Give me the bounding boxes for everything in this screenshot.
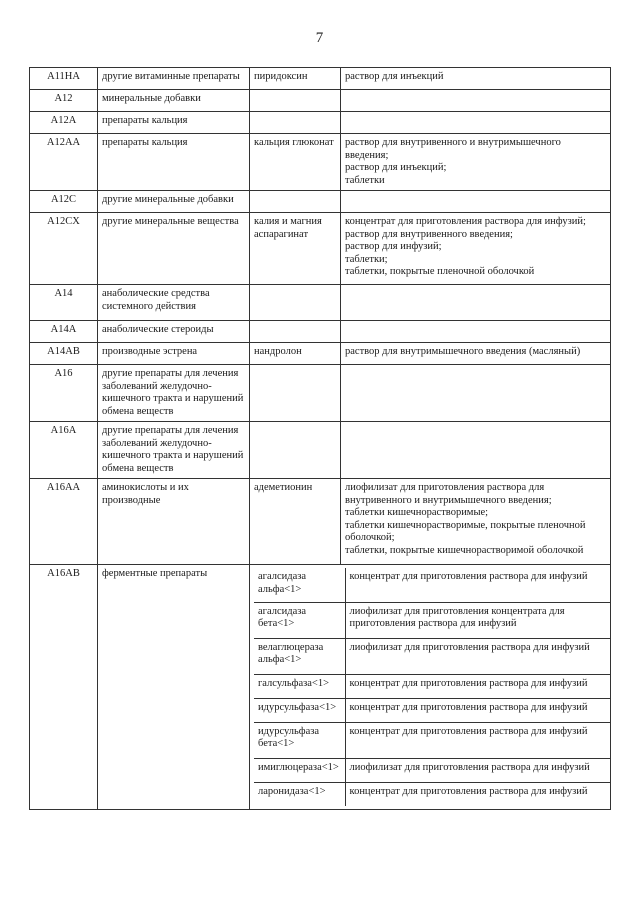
- atc-group-name: производные эстрена: [98, 343, 250, 365]
- dosage-forms: [341, 422, 611, 479]
- table-row: [30, 343, 611, 365]
- drug-name: велаглюцераза альфа<1>: [254, 638, 345, 674]
- atc-group-name: ферментные препараты: [98, 565, 250, 810]
- table-row: [30, 321, 611, 343]
- dosage-forms: [341, 68, 611, 90]
- atc-group-name: аминокислоты и их производные: [98, 479, 250, 565]
- dosage-form-line: таблетки;: [345, 253, 388, 265]
- drug-name: адеметионин: [250, 479, 341, 565]
- table-row: [30, 68, 611, 90]
- dosage-forms: [341, 343, 611, 365]
- atc-group-name: анаболические средства системного действия: [98, 285, 250, 321]
- table-row: [30, 213, 611, 285]
- dosage-form: лиофилизат для приготовления раствора для инфузий: [345, 758, 611, 782]
- drug-name: идурсульфаза бета<1>: [254, 722, 345, 758]
- drug-name: имиглюцераза<1>: [254, 758, 345, 782]
- enzyme-subtable-body: [254, 568, 611, 806]
- drug-name: [250, 191, 341, 213]
- dosage-form-line: таблетки кишечнорастворимые, покрытые пленочной оболочкой;: [345, 519, 586, 543]
- atc-group-name: другие препараты для лечения заболеваний желудочно-кишечного тракта и нарушений обмена веществ: [98, 422, 250, 479]
- drug-name: кальция глюконат: [250, 134, 341, 191]
- dosage-forms: [341, 321, 611, 343]
- atc-group-name: препараты кальция: [98, 134, 250, 191]
- drug-name: [250, 112, 341, 134]
- dosage-form-line: таблетки, покрытые пленочной оболочкой: [345, 266, 535, 277]
- drug-name: агалсидаза альфа<1>: [254, 568, 345, 602]
- dosage-forms: [341, 479, 611, 565]
- enzyme-subtable-cell: [250, 565, 611, 810]
- table-row: [30, 112, 611, 134]
- table-row-a16ab: [30, 565, 611, 810]
- enzyme-row: [254, 782, 611, 806]
- enzyme-row: [254, 638, 611, 674]
- dosage-forms: [341, 213, 611, 285]
- table-row: [30, 285, 611, 321]
- drug-name: галсульфаза<1>: [254, 674, 345, 698]
- atc-code: A12C: [30, 191, 98, 213]
- dosage-form-line: таблетки: [345, 174, 385, 186]
- drug-name: идурсульфаза<1>: [254, 698, 345, 722]
- dosage-form: концентрат для приготовления раствора для инфузий: [345, 698, 611, 722]
- enzyme-row: [254, 568, 611, 602]
- enzyme-row: [254, 602, 611, 638]
- drug-name: [250, 365, 341, 422]
- enzyme-row: [254, 674, 611, 698]
- dosage-forms: [341, 191, 611, 213]
- atc-group-name: другие препараты для лечения заболеваний желудочно-кишечного тракта и нарушений обмена веществ: [98, 365, 250, 422]
- table-body: [30, 68, 611, 810]
- atc-code: A12AA: [30, 134, 98, 191]
- dosage-forms: [341, 112, 611, 134]
- enzyme-row: [254, 758, 611, 782]
- dosage-form-line: раствор для внутривенного и внутримышечного введения;: [345, 137, 561, 161]
- drug-name: агалсидаза бета<1>: [254, 602, 345, 638]
- atc-drug-table: [29, 67, 611, 810]
- atc-code: A12A: [30, 112, 98, 134]
- dosage-form: концентрат для приготовления раствора для инфузий: [345, 782, 611, 806]
- page-number: 7: [315, 30, 324, 46]
- drug-name: [250, 422, 341, 479]
- dosage-form: лиофилизат для приготовления концентрата для приготовления раствора для инфузий: [345, 602, 611, 638]
- atc-code: A12CX: [30, 213, 98, 285]
- dosage-form-line: лиофилизат для приготовления раствора для внутривенного и внутримышечного введения;: [345, 482, 552, 506]
- drug-name: [250, 321, 341, 343]
- atc-group-name: минеральные добавки: [98, 90, 250, 112]
- dosage-forms: [341, 134, 611, 191]
- table-row: [30, 134, 611, 191]
- atc-code: A14: [30, 285, 98, 321]
- table-row: [30, 365, 611, 422]
- drug-name: ларонидаза<1>: [254, 782, 345, 806]
- atc-group-name: другие витаминные препараты: [98, 68, 250, 90]
- dosage-forms: [341, 365, 611, 422]
- atc-group-name: другие минеральные добавки: [98, 191, 250, 213]
- dosage-form-line: концентрат для приготовления раствора для инфузий;: [345, 216, 586, 227]
- drug-name: пиридоксин: [250, 68, 341, 90]
- enzyme-subtable: [254, 568, 611, 806]
- enzyme-row: [254, 698, 611, 722]
- dosage-form-line: раствор для инъекций;: [345, 162, 447, 173]
- dosage-form-line: таблетки кишечнорастворимые;: [345, 507, 489, 518]
- enzyme-row: [254, 722, 611, 758]
- atc-code: A16: [30, 365, 98, 422]
- dosage-form: концентрат для приготовления раствора для инфузий: [345, 722, 611, 758]
- atc-group-name: препараты кальция: [98, 112, 250, 134]
- drug-name: [250, 285, 341, 321]
- dosage-form-line: раствор для внутримышечного введения (масляный): [345, 346, 581, 357]
- dosage-forms: [341, 90, 611, 112]
- dosage-form-line: таблетки, покрытые кишечнорастворимой оболочкой: [345, 544, 584, 556]
- atc-code: A16A: [30, 422, 98, 479]
- dosage-form-line: раствор для инъекций: [345, 71, 444, 82]
- atc-code: A16AA: [30, 479, 98, 565]
- dosage-forms: [341, 285, 611, 321]
- drug-name: нандролон: [250, 343, 341, 365]
- table-row: [30, 191, 611, 213]
- drug-name: калия и магния аспарагинат: [250, 213, 341, 285]
- atc-code: A16AB: [30, 565, 98, 810]
- dosage-form: концентрат для приготовления раствора для инфузий: [345, 674, 611, 698]
- atc-code: A12: [30, 90, 98, 112]
- dosage-form-line: раствор для внутривенного введения;: [345, 228, 513, 240]
- atc-code: A14A: [30, 321, 98, 343]
- dosage-form: лиофилизат для приготовления раствора для инфузий: [345, 638, 611, 674]
- table-row: [30, 422, 611, 479]
- atc-code: A11HA: [30, 68, 98, 90]
- table-row: [30, 90, 611, 112]
- atc-group-name: другие минеральные вещества: [98, 213, 250, 285]
- dosage-form-line: раствор для инфузий;: [345, 241, 442, 252]
- drug-name: [250, 90, 341, 112]
- atc-code: A14AB: [30, 343, 98, 365]
- table-row: [30, 479, 611, 565]
- atc-group-name: анаболические стероиды: [98, 321, 250, 343]
- dosage-form: концентрат для приготовления раствора для инфузий: [345, 568, 611, 602]
